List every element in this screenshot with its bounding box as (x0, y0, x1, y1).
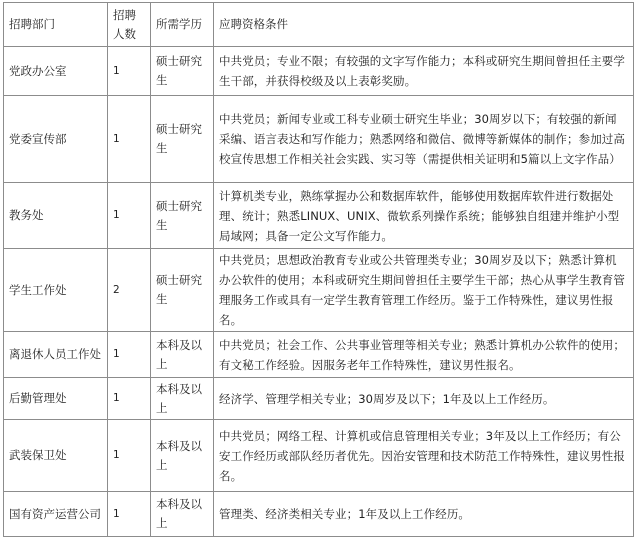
education-cell: 硕士研究生 (151, 249, 214, 332)
count-cell: 1 (108, 492, 151, 537)
count-cell: 1 (108, 332, 151, 378)
education-cell: 本科及以上 (151, 492, 214, 537)
dept-cell: 学生工作处 (4, 249, 108, 332)
education-cell: 本科及以上 (151, 332, 214, 378)
education-cell: 本科及以上 (151, 378, 214, 420)
table-row (4, 378, 634, 420)
education-cell: 本科及以上 (151, 420, 214, 492)
requirements-cell: 中共党员；网络工程、计算机或信息管理相关专业；3年及以上工作经历；有公安工作经历或部队经历者优先。因治安管理和技术防范工作特殊性，建议男性报名。 (214, 420, 634, 492)
dept-cell: 党委宣传部 (4, 96, 108, 183)
requirements-cell: 中共党员；专业不限；有较强的文字写作能力；本科或研究生期间曾担任主要学生干部，并获得校级及以上表彰奖励。 (214, 47, 634, 96)
dept-cell: 武装保卫处 (4, 420, 108, 492)
count-cell: 1 (108, 420, 151, 492)
count-cell: 1 (108, 96, 151, 183)
recruitment-table (3, 2, 634, 537)
table-row (4, 332, 634, 378)
dept-cell: 后勤管理处 (4, 378, 108, 420)
dept-cell: 国有资产运营公司 (4, 492, 108, 537)
count-cell: 1 (108, 378, 151, 420)
requirements-cell: 计算机类专业，熟练掌握办公和数据库软件，能够使用数据库软件进行数据处理、统计；熟悉LINUX、UNIX、微软系列操作系统；能够独自组建并维护小型局域网；具备一定公文写作能力。 (214, 183, 634, 249)
table-row (4, 96, 634, 183)
table-row (4, 249, 634, 332)
header-count: 招聘人数 (108, 3, 151, 47)
requirements-cell: 管理类、经济类相关专业；1年及以上工作经历。 (214, 492, 634, 537)
table-row (4, 492, 634, 537)
table-row (4, 47, 634, 96)
header-row (4, 3, 634, 47)
header-dept: 招聘部门 (4, 3, 108, 47)
table-row (4, 183, 634, 249)
requirements-cell: 中共党员；新闻专业或工科专业硕士研究生毕业；30周岁以下；有较强的新闻采编、语言表达和写作能力；熟悉网络和微信、微博等新媒体的制作；参加过高校宣传思想工作相关社会实践、实习等（需提供相关证明和5篇以上文字作品） (214, 96, 634, 183)
count-cell: 1 (108, 47, 151, 96)
table-row (4, 420, 634, 492)
dept-cell: 离退休人员工作处 (4, 332, 108, 378)
dept-cell: 教务处 (4, 183, 108, 249)
requirements-cell: 中共党员；社会工作、公共事业管理等相关专业；熟悉计算机办公软件的使用；有文秘工作经验。因服务老年工作特殊性，建议男性报名。 (214, 332, 634, 378)
education-cell: 硕士研究生 (151, 96, 214, 183)
header-education: 所需学历 (151, 3, 214, 47)
count-cell: 1 (108, 183, 151, 249)
requirements-cell: 经济学、管理学相关专业；30周岁及以下；1年及以上工作经历。 (214, 378, 634, 420)
dept-cell: 党政办公室 (4, 47, 108, 96)
count-cell: 2 (108, 249, 151, 332)
education-cell: 硕士研究生 (151, 183, 214, 249)
requirements-cell: 中共党员；思想政治教育专业或公共管理类专业；30周岁及以下；熟悉计算机办公软件的使用；本科或研究生期间曾担任主要学生干部；热心从事学生教育管理服务工作或具有一定学生教育管理工作经历。鉴于工作特殊性，建议男性报名。 (214, 249, 634, 332)
education-cell: 硕士研究生 (151, 47, 214, 96)
header-requirements: 应聘资格条件 (214, 3, 634, 47)
